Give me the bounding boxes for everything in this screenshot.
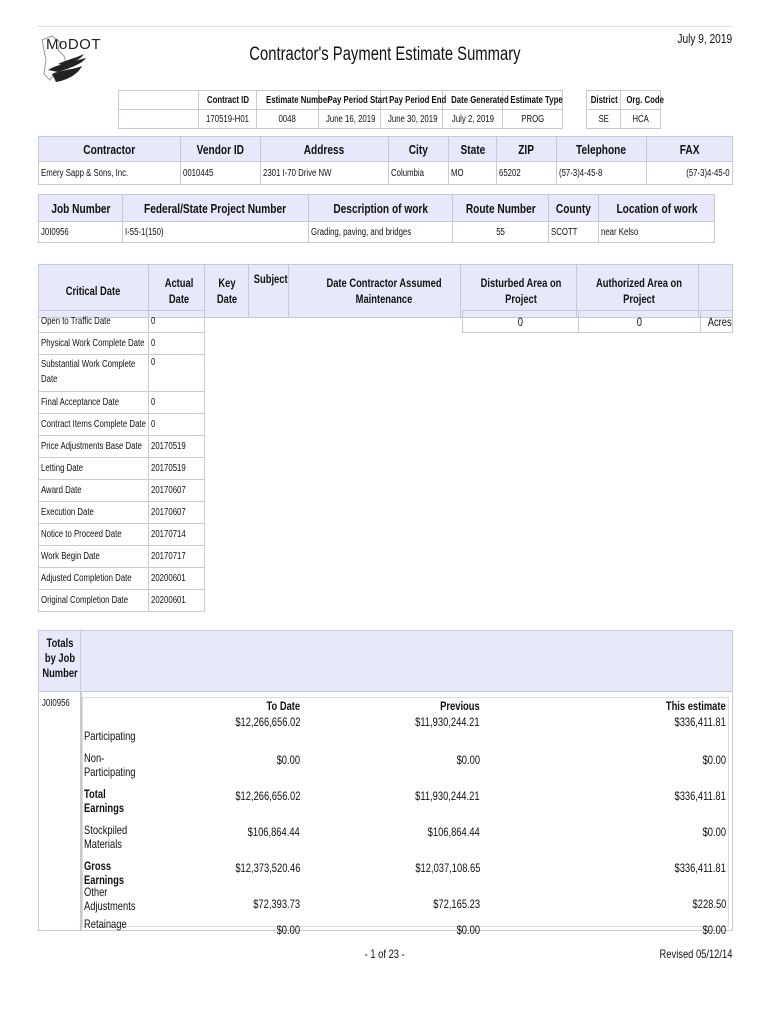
critical-date-label: Contract Items Complete Date	[41, 419, 146, 430]
critical-date-label: Physical Work Complete Date	[41, 338, 145, 349]
critical-date-value: 20170607	[151, 485, 186, 496]
critical-date-row	[39, 311, 205, 333]
critical-date-row	[39, 392, 205, 414]
job-number-header: Job Number	[50, 200, 111, 216]
totals-header-band	[80, 630, 733, 692]
critical-date-row	[39, 590, 205, 612]
totals-previous-value: $11,930,244.21	[415, 789, 480, 803]
contract-id-value: 170519-H01	[206, 113, 249, 125]
critical-date-value-cell	[149, 524, 205, 546]
critical-date-label: Price Adjustments Base Date	[41, 441, 143, 452]
this-estimate-header: This estimate	[666, 699, 726, 713]
totals-this-estimate-value: $0.00	[702, 825, 726, 839]
totals-row-label: Stockpiled Materials	[84, 823, 128, 851]
critical-date-row	[39, 414, 205, 436]
route-number-value: 55	[496, 226, 505, 238]
critical-date-value: 0	[151, 316, 156, 327]
totals-table	[84, 699, 726, 937]
totals-row-label: Non-Participating	[84, 751, 136, 779]
totals-this-estimate-value: $228.50	[692, 897, 726, 911]
critical-date-row	[39, 502, 205, 524]
district-table	[586, 90, 665, 129]
key-date-header: Key Date	[216, 276, 237, 306]
critical-date-value: 20170519	[151, 441, 186, 452]
to-date-header: To Date	[266, 699, 300, 713]
totals-to-date-value: $12,373,520.46	[234, 861, 300, 875]
critical-date-value-cell	[149, 414, 205, 436]
logo-text: MoDOT	[46, 36, 101, 53]
totals-job-number: J0I0956	[42, 698, 70, 709]
critical-date-label-cell	[39, 546, 149, 568]
estimate-blank-cell	[119, 91, 199, 110]
telephone-value: (57-3)4-45-8	[559, 167, 603, 179]
contractor-table	[38, 136, 733, 185]
totals-previous-value: $0.00	[456, 753, 480, 767]
county-header: County	[556, 200, 591, 216]
critical-date-label-cell	[39, 480, 149, 502]
critical-date-label: Award Date	[41, 485, 82, 496]
pay-period-start-header: Pay Period Start	[327, 94, 388, 106]
state-header: State	[460, 141, 485, 157]
telephone-header: Telephone	[576, 141, 627, 157]
totals-row-label: Other Adjustments	[84, 885, 136, 913]
address-header: Address	[304, 141, 345, 157]
zip-header: ZIP	[518, 141, 535, 157]
critical-date-value-cell	[149, 480, 205, 502]
critical-date-label: Substantial Work Complete Date	[41, 359, 136, 385]
project-number-header: Federal/State Project Number	[144, 200, 287, 216]
critical-date-value: 0	[151, 338, 156, 349]
totals-to-date-value: $12,266,656.02	[234, 715, 300, 729]
totals-header-cell	[38, 630, 82, 692]
critical-date-value-cell	[149, 590, 205, 612]
contractor-header: Contractor	[83, 141, 136, 157]
critical-date-label: Notice to Proceed Date	[41, 529, 122, 540]
city-header: City	[408, 141, 429, 157]
disturbed-area-value: 0	[517, 314, 524, 329]
address-value: 2301 I-70 Drive NW	[263, 167, 332, 179]
district-value: SE	[598, 113, 609, 125]
critical-date-value: 20170714	[151, 529, 186, 540]
totals-row	[84, 885, 726, 915]
authorized-area-header: Authorized Area on Project	[596, 276, 682, 306]
totals-row	[84, 781, 726, 817]
county-value: SCOTT	[551, 226, 578, 238]
totals-row-label: Retainage	[84, 917, 127, 931]
critical-date-value-cell	[149, 436, 205, 458]
totals-this-estimate-value: $0.00	[702, 923, 726, 937]
totals-to-date-value: $12,266,656.02	[234, 789, 300, 803]
critical-date-label: Execution Date	[41, 507, 94, 518]
critical-date-label-cell	[39, 568, 149, 590]
critical-date-value: 20170607	[151, 507, 186, 518]
page-number: - 1 of 23 -	[364, 947, 406, 961]
critical-date-label-cell	[39, 333, 149, 355]
critical-date-value-cell	[149, 458, 205, 480]
estimate-info-table	[118, 90, 563, 129]
critical-date-value-cell	[149, 355, 205, 392]
critical-date-row	[39, 458, 205, 480]
critical-date-label-cell	[39, 355, 149, 392]
route-number-header: Route Number	[465, 200, 536, 216]
estimate-type-value: PROG	[521, 113, 544, 125]
critical-date-header: Critical Date	[66, 284, 121, 298]
totals-row	[84, 713, 726, 745]
critical-date-value: 20200601	[151, 595, 186, 606]
subject-header: Subject	[253, 272, 288, 286]
totals-to-date-value: $0.00	[276, 923, 300, 937]
critical-dates-list	[38, 310, 205, 612]
totals-this-estimate-value: $336,411.81	[674, 861, 726, 875]
vendor-id-header: Vendor ID	[196, 141, 245, 157]
area-unit: Acres	[708, 314, 732, 329]
totals-row	[84, 745, 726, 781]
disturbed-area-header: Disturbed Area on Project	[480, 276, 562, 306]
state-value: MO	[451, 167, 464, 179]
critical-date-value: 20200601	[151, 573, 186, 584]
totals-to-date-value: $72,393.73	[253, 897, 300, 911]
critical-date-row	[39, 355, 205, 392]
job-table	[38, 194, 715, 243]
assumed-maintenance-header: Date Contractor Assumed Maintenance	[326, 276, 442, 306]
critical-date-label-cell	[39, 436, 149, 458]
city-value: Columbia	[391, 167, 424, 179]
critical-date-row	[39, 546, 205, 568]
critical-date-label: Letting Date	[41, 463, 84, 474]
pay-period-start-value: June 16, 2019	[325, 113, 376, 125]
totals-row	[84, 853, 726, 889]
totals-header: Totals by Job Number	[42, 636, 78, 680]
date-generated-value: July 2, 2019	[451, 113, 494, 125]
critical-date-value-cell	[149, 392, 205, 414]
critical-date-label-cell	[39, 392, 149, 414]
critical-date-row	[39, 568, 205, 590]
area-row	[462, 310, 733, 333]
actual-date-header: Actual Date	[164, 276, 194, 306]
totals-row-label: Gross Earnings	[84, 859, 125, 887]
totals-this-estimate-value: $336,411.81	[674, 715, 726, 729]
critical-date-label-cell	[39, 590, 149, 612]
critical-date-label-cell	[39, 311, 149, 333]
critical-date-value: 20170717	[151, 551, 186, 562]
critical-date-label: Work Begin Date	[41, 551, 100, 562]
totals-row	[84, 817, 726, 853]
critical-date-value: 0	[151, 419, 156, 430]
critical-date-label: Final Acceptance Date	[41, 397, 120, 408]
estimate-number-value: 0048	[278, 113, 297, 125]
critical-date-row	[39, 480, 205, 502]
critical-date-row	[39, 436, 205, 458]
totals-previous-value: $11,930,244.21	[415, 715, 480, 729]
totals-to-date-value: $0.00	[276, 753, 300, 767]
totals-to-date-value: $106,864.44	[247, 825, 300, 839]
critical-date-value-cell	[149, 568, 205, 590]
description-value: Grading, paving, and bridges	[311, 226, 412, 238]
org-code-value: HCA	[632, 113, 649, 125]
date-generated-header: Date Generated	[451, 94, 509, 106]
revised-date: Revised 05/12/14	[659, 947, 732, 961]
critical-date-label-cell	[39, 502, 149, 524]
critical-date-row	[39, 333, 205, 355]
critical-date-label-cell	[39, 414, 149, 436]
totals-this-estimate-value: $336,411.81	[674, 789, 726, 803]
totals-job-cell	[38, 691, 82, 931]
job-number-value: J0I0956	[41, 226, 69, 238]
contractor-name: Emery Sapp & Sons, Inc.	[41, 167, 129, 179]
org-code-header: Org. Code	[626, 94, 665, 106]
vendor-id-value: 0010445	[183, 167, 214, 179]
fax-header: FAX	[679, 141, 700, 157]
estimate-number-header: Estimate Number	[266, 94, 331, 106]
totals-row-label: Total Earnings	[84, 787, 125, 815]
pay-period-end-value: June 30, 2019	[387, 113, 438, 125]
critical-date-label: Adjusted Completion Date	[41, 573, 132, 584]
critical-date-label: Open to Traffic Date	[41, 316, 111, 327]
totals-row-label: Participating	[84, 729, 136, 743]
district-header: District	[590, 94, 618, 106]
totals-previous-value: $0.00	[456, 923, 480, 937]
critical-date-value-cell	[149, 546, 205, 568]
top-rule	[38, 26, 732, 27]
critical-date-value-cell	[149, 333, 205, 355]
location-header: Location of work	[615, 200, 698, 216]
totals-columns	[84, 699, 726, 713]
authorized-area-value: 0	[636, 314, 643, 329]
critical-date-value: 20170519	[151, 463, 186, 474]
location-value: near Kelso	[601, 226, 639, 238]
zip-value: 65202	[499, 167, 521, 179]
critical-date-value-cell	[149, 502, 205, 524]
fax-value: (57-3)4-45-0	[686, 167, 730, 179]
critical-date-label: Original Completion Date	[41, 595, 129, 606]
project-number-value: I-55-1(150)	[125, 226, 164, 238]
critical-date-value: 0	[151, 357, 156, 368]
totals-row	[84, 915, 726, 937]
page-title: Contractor's Payment Estimate Summary	[249, 44, 521, 65]
totals-previous-value: $72,165.23	[433, 897, 480, 911]
contract-id-header: Contract ID	[206, 94, 249, 106]
totals-previous-value: $12,037,108.65	[414, 861, 480, 875]
pay-period-end-header: Pay Period End	[389, 94, 447, 106]
description-header: Description of work	[333, 200, 428, 216]
critical-date-value: 0	[151, 397, 156, 408]
report-date: July 9, 2019	[677, 31, 732, 46]
critical-date-row	[39, 524, 205, 546]
critical-date-value-cell	[149, 311, 205, 333]
critical-date-label-cell	[39, 524, 149, 546]
previous-header: Previous	[440, 699, 480, 713]
estimate-type-header: Estimate Type	[510, 94, 563, 106]
totals-this-estimate-value: $0.00	[702, 753, 726, 767]
totals-previous-value: $106,864.44	[427, 825, 480, 839]
critical-date-label-cell	[39, 458, 149, 480]
